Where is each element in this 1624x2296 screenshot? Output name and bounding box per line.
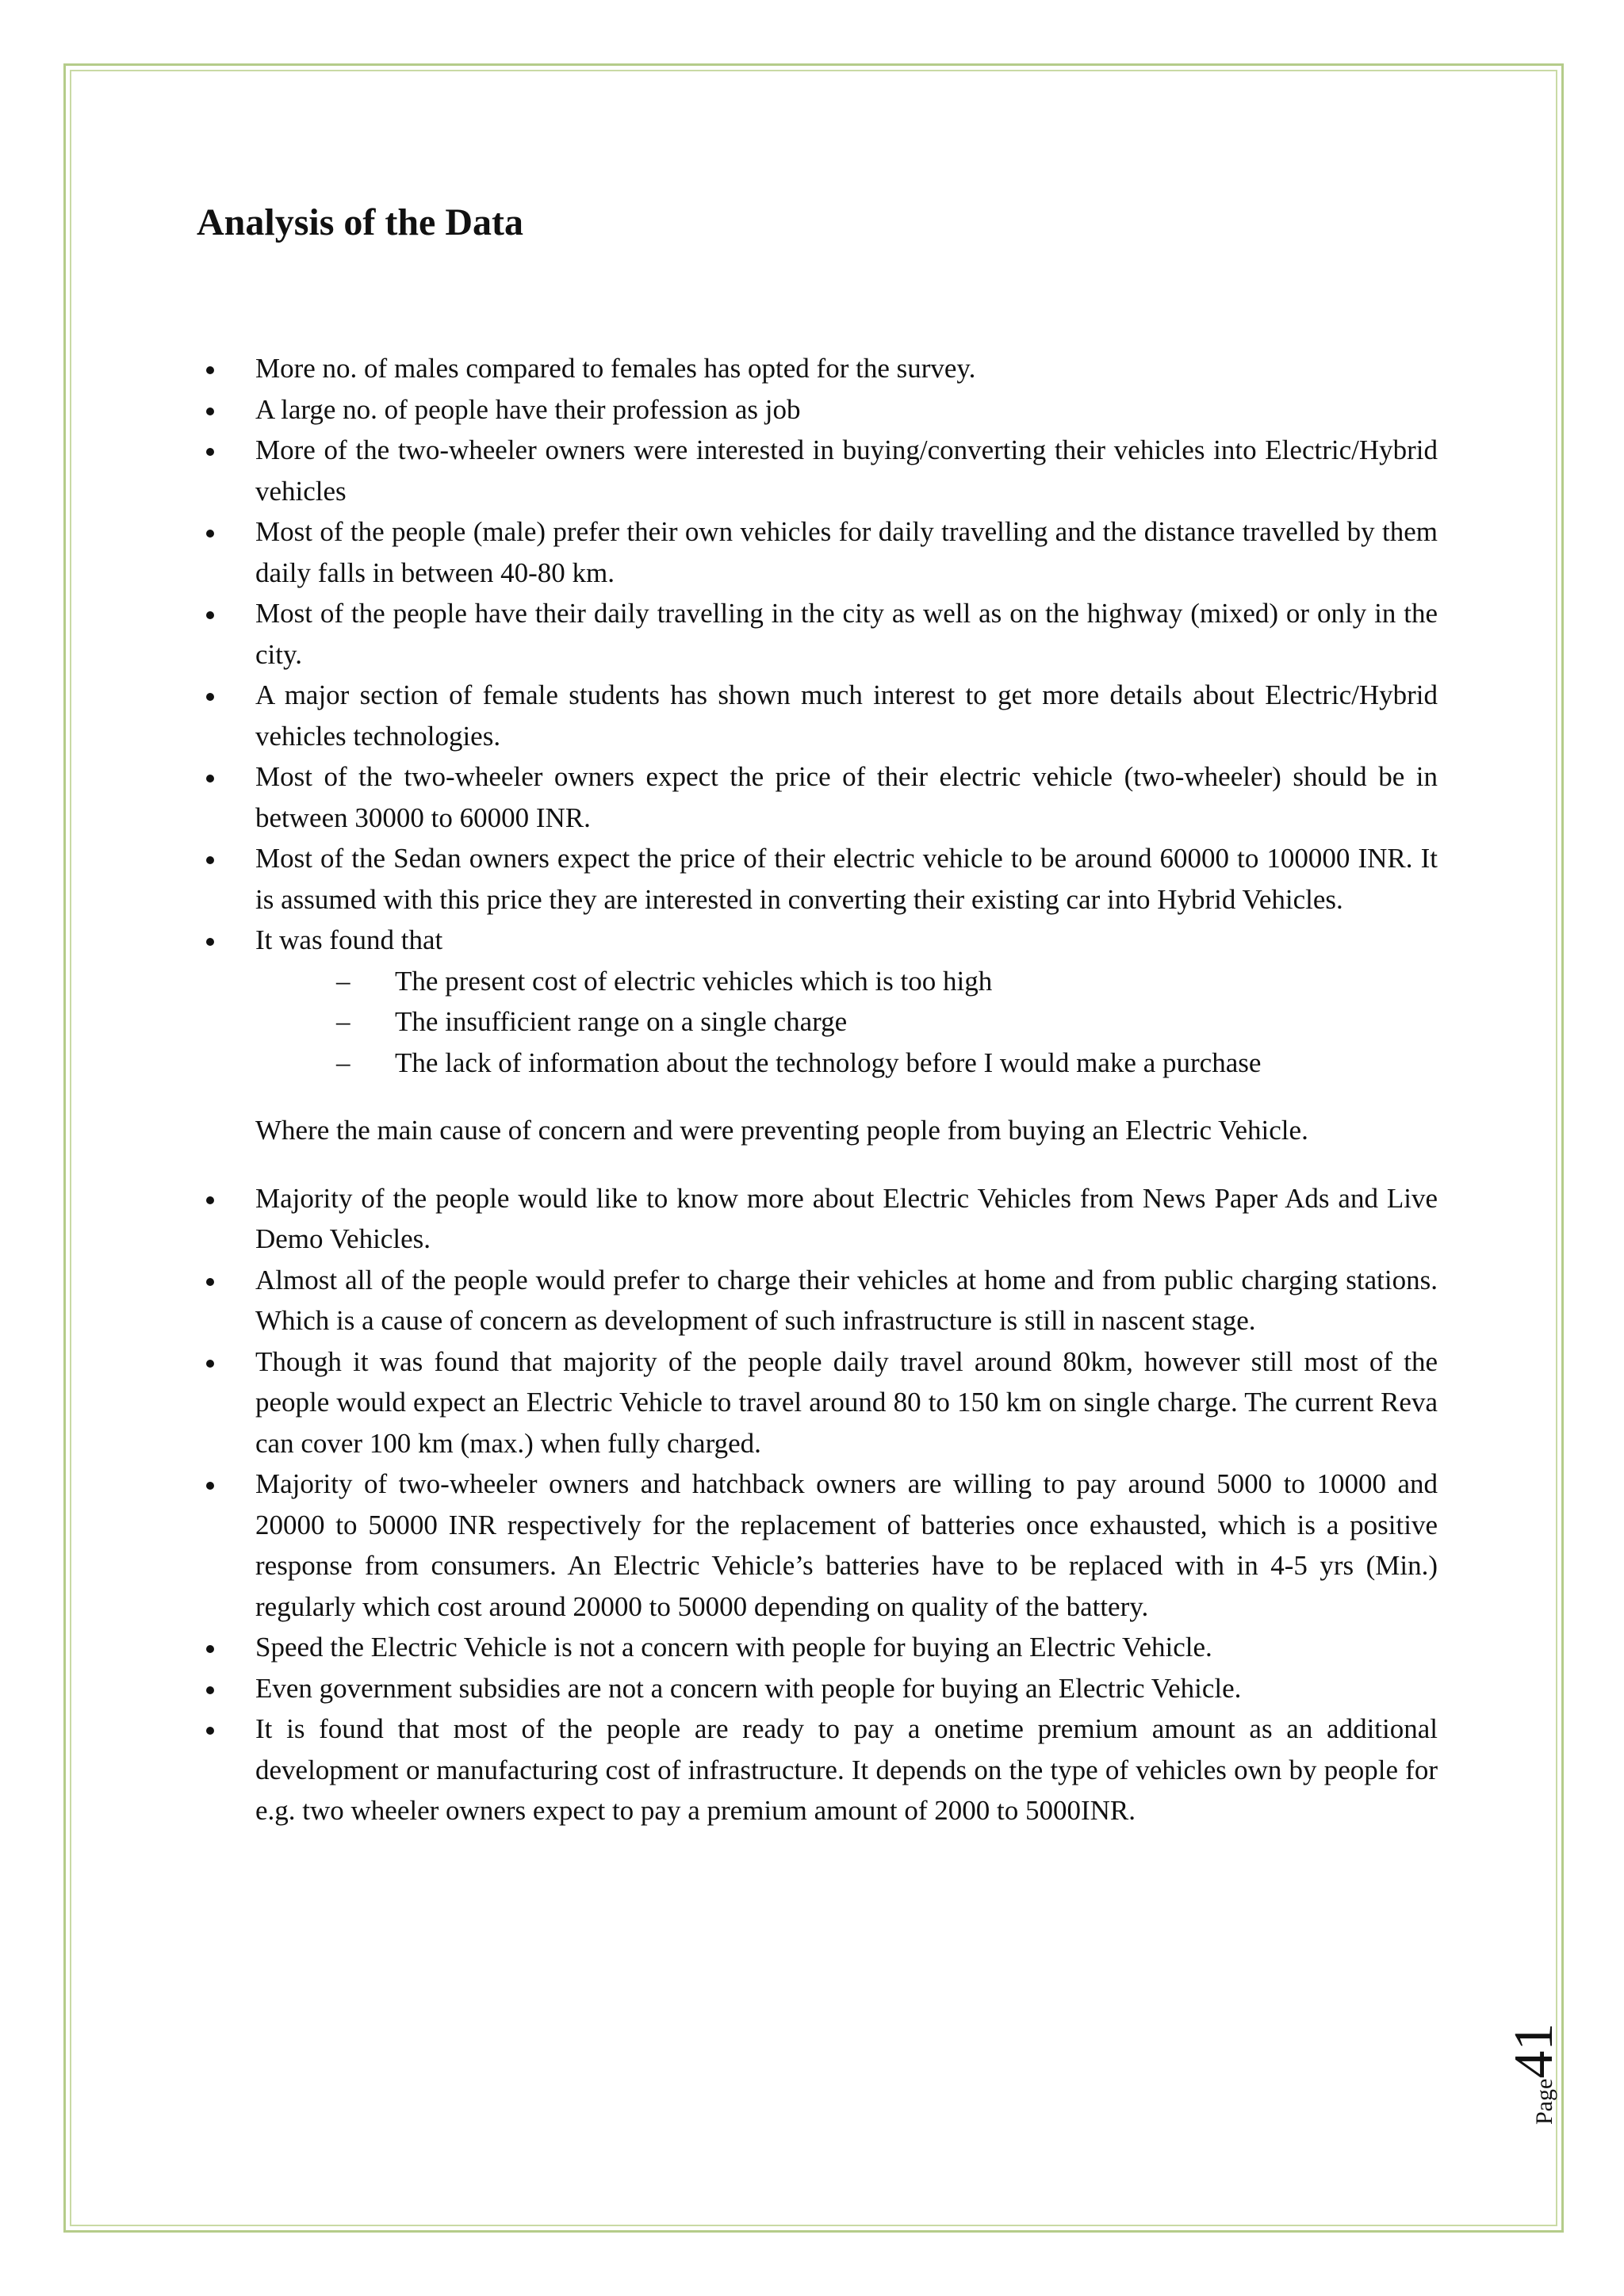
list-item: [197, 593, 1438, 675]
list-item: [197, 511, 1438, 593]
list-item: [197, 920, 1438, 1083]
sub-list-item-text: The present cost of electric vehicles which is too high: [395, 965, 993, 997]
list-item-text: Almost all of the people would prefer to charge their vehicles at home and from public charging stations. Which is a cause of concern as development of such infrastructure is still in nascent stage.: [255, 1264, 1438, 1336]
list-item: [197, 1178, 1438, 1260]
sub-list-item-text: The lack of information about the technology before I would make a purchase: [395, 1047, 1262, 1078]
bullet-icon: [206, 1727, 214, 1735]
page-number-value: 41: [1503, 2022, 1565, 2079]
list-item-text: Even government subsidies are not a concern with people for buying an Electric Vehicle.: [255, 1672, 1242, 1704]
list-item-text: Speed the Electric Vehicle is not a concern with people for buying an Electric Vehicle.: [255, 1632, 1212, 1663]
bullet-icon: [206, 1482, 214, 1490]
list-item-text: Most of the people have their daily travelling in the city as well as on the highway (mixed) or only in the city.: [255, 598, 1438, 670]
bullet-icon: [206, 1360, 214, 1368]
bullet-icon: [206, 611, 214, 619]
list-item: [197, 1260, 1438, 1341]
sub-list-item: [336, 1043, 1438, 1084]
bullet-icon: [206, 366, 214, 374]
list-item: [197, 348, 1438, 389]
sub-list-item: [336, 961, 1438, 1002]
sub-list-item-text: The insufficient range on a single charge: [395, 1006, 848, 1037]
list-item: [197, 1709, 1438, 1831]
list-item: [197, 389, 1438, 430]
bullet-list-secondary: [197, 1178, 1438, 1831]
list-item-text: Majority of the people would like to know more about Electric Vehicles from News Paper Ads and Live Demo Vehicles.: [255, 1182, 1438, 1254]
dash-icon: –: [336, 965, 350, 997]
page-word: Page: [1531, 2078, 1557, 2125]
bullet-icon: [206, 408, 214, 415]
bullet-icon: [206, 1196, 214, 1204]
bullet-icon: [206, 775, 214, 783]
bullet-icon: [206, 693, 214, 701]
bullet-icon: [206, 530, 214, 538]
sub-list: [255, 961, 1438, 1084]
list-item: [197, 1341, 1438, 1464]
list-item-text: Though it was found that majority of the people daily travel around 80km, however still most of the people would expect an Electric Vehicle to travel around 80 to 150 km on single charge. The current Reva can cover 100 km (max.) when fully charged.: [255, 1345, 1438, 1459]
bullet-list-primary: [197, 348, 1438, 1083]
bullet-icon: [206, 1645, 214, 1653]
document-body: [197, 194, 1438, 1831]
bullet-icon: [206, 1278, 214, 1286]
concern-note: Where the main cause of concern and were preventing people from buying an Electric Vehicle.: [255, 1115, 1308, 1146]
list-item-text: A major section of female students has shown much interest to get more details about Electric/Hybrid vehicles technologies.: [255, 679, 1438, 752]
list-item: [197, 430, 1438, 511]
list-item-text: It is found that most of the people are ready to pay a onetime premium amount as an additional development or manufacturing cost of infrastructure. It depends on the type of vehicles own by people for e.g. two wheeler owners expect to pay a premium amount of 2000 to 5000INR.: [255, 1713, 1438, 1826]
bullet-icon: [206, 448, 214, 456]
list-item: [197, 838, 1438, 920]
page-title: Analysis of the Data: [197, 201, 524, 243]
list-item-text: It was found that: [255, 924, 443, 955]
bullet-icon: [206, 1686, 214, 1694]
dash-icon: –: [336, 1006, 350, 1037]
list-item-text: A large no. of people have their profession as job: [255, 393, 801, 425]
list-item-text: Most of the Sedan owners expect the price of their electric vehicle to be around 60000 to 100000 INR. It is assumed with this price they are interested in converting their existing car into Hybrid Vehicles.: [255, 843, 1438, 915]
page-number: [1503, 1934, 1565, 2125]
dash-icon: –: [336, 1047, 350, 1078]
list-item: [197, 1464, 1438, 1627]
list-item: [197, 675, 1438, 756]
bullet-icon: [206, 856, 214, 864]
list-item: [197, 1627, 1438, 1668]
list-item: [197, 1668, 1438, 1709]
list-item: [197, 756, 1438, 838]
list-item-text: More no. of males compared to females has opted for the survey.: [255, 353, 976, 384]
list-item-text: Most of the people (male) prefer their own vehicles for daily travelling and the distance travelled by them daily falls in between 40-80 km.: [255, 516, 1438, 588]
sub-list-item: [336, 1001, 1438, 1043]
bullet-icon: [206, 938, 214, 946]
list-item-text: Majority of two-wheeler owners and hatchback owners are willing to pay around 5000 to 10000 and 20000 to 50000 INR respectively for the replacement of batteries once exhausted, which is a positive response from consumers. An Electric Vehicle’s batteries have to be replaced with in 4-5 yrs (Min.) regularly which cost around 20000 to 50000 depending on quality of the battery.: [255, 1468, 1438, 1622]
list-item-text: More of the two-wheeler owners were interested in buying/converting their vehicles into Electric/Hybrid vehicles: [255, 434, 1438, 507]
list-item-text: Most of the two-wheeler owners expect the price of their electric vehicle (two-wheeler) should be in between 30000 to 60000 INR.: [255, 761, 1438, 833]
